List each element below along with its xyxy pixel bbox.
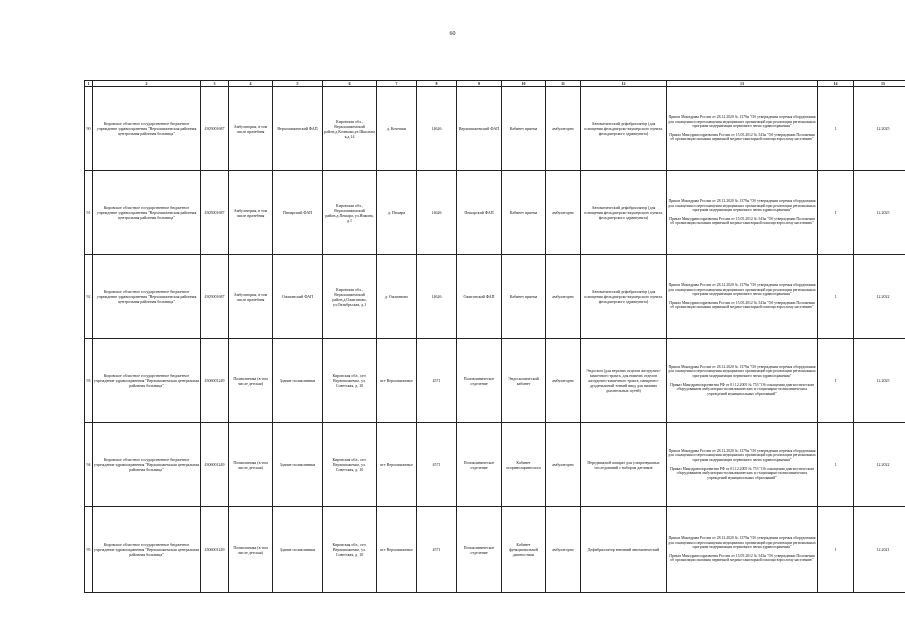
care-condition: амбулаторно bbox=[546, 171, 581, 255]
locality: д. Кочешки bbox=[377, 87, 417, 171]
organization-code: 4305001687 bbox=[201, 87, 229, 171]
column-number: 11 bbox=[546, 81, 581, 87]
column-number: 14 bbox=[818, 81, 854, 87]
delivery-date: 12.2025 bbox=[854, 87, 905, 171]
column-number: 15 bbox=[854, 81, 905, 87]
locality: д. Ожиганово bbox=[377, 255, 417, 339]
organization-name: Кировское областное государственное бюджетное учреждение здравоохранения "Верхошижемская центральная районная больница" bbox=[93, 339, 201, 423]
organization-name: Кировское областное государственное бюджетное учреждение здравоохранения "Верхошижемская районная центральная районная больница" bbox=[93, 87, 201, 171]
page-number: 60 bbox=[449, 31, 456, 37]
legal-basis-order-2: Приказ Минздравсоцразвития России от 15.05.2012 № 543н "Об утверждении Положения об организации оказания первичной медико-санитарной помощи взрослому населению" bbox=[669, 132, 815, 142]
facility-type: Поликлиника (в том числе детская) bbox=[229, 507, 273, 593]
column-number: 6 bbox=[323, 81, 377, 87]
address: Кировская обл., пгт. Верхошижемье, ул. Советская, д. 10 bbox=[323, 339, 377, 423]
facility-type: Поликлиника (в том числе детская) bbox=[229, 423, 273, 507]
structural-unit: Здание поликлиники bbox=[273, 339, 323, 423]
organization-name: Кировское областное государственное бюджетное учреждение здравоохранения "Верхошижемская районная центральная районная больница" bbox=[93, 171, 201, 255]
organization-code: 4305001687 bbox=[201, 171, 229, 255]
care-condition: амбулаторно bbox=[546, 423, 581, 507]
subdivision: Верхошижемский ФАП bbox=[457, 87, 502, 171]
organization-code: 4306001249 bbox=[201, 339, 229, 423]
legal-basis bbox=[667, 507, 818, 593]
locality: д. Пешара bbox=[377, 171, 417, 255]
facility-type: Амбулатория, в том числе врачебная bbox=[229, 171, 273, 255]
legal-basis-order-2: Приказ Минздравсоцразвития РФ от 01.12.2005 № 753 "Об оснащении диагностическим оборудованием амбулаторно-поликлинических и стационарно-поликлинических учреждений муниципальных образований" bbox=[670, 382, 814, 396]
locality-code: 14626 bbox=[417, 255, 457, 339]
row-number: 91 bbox=[85, 171, 93, 255]
quantity: 1 bbox=[818, 423, 854, 507]
address: Кировская обл., Верхошижемский район,д.Кочешки,ул.Школьная,д.14 bbox=[323, 87, 377, 171]
legal-basis-order-1: Приказ Минздрава России от 28.12.2020 № 1379н "Об утверждении перечня оборудования для оснащения и переоснащения медицинских организаций при реализации региональных программ модернизации первичного звена здравоохранения" bbox=[668, 199, 816, 213]
room: Эндоскопический кабинет bbox=[502, 339, 546, 423]
quantity: 1 bbox=[818, 339, 854, 423]
column-number: 5 bbox=[273, 81, 323, 87]
locality-code: 4571 bbox=[417, 339, 457, 423]
table-row bbox=[85, 171, 905, 255]
room: Кабинет приема bbox=[502, 87, 546, 171]
locality-code: 14626 bbox=[417, 171, 457, 255]
legal-basis-order-2: Приказ Минздравсоцразвития России от 15.05.2012 № 543н "Об утверждении Положения об организации оказания первичной медико-санитарной помощи взрослому населению" bbox=[669, 553, 815, 563]
equipment-registry-table bbox=[84, 80, 905, 593]
organization-name: Кировское областное государственное бюджетное учреждение здравоохранения "Верхошижемская центральная районная больница" bbox=[93, 423, 201, 507]
structural-unit: Верхошижемский ФАП bbox=[273, 87, 323, 171]
care-condition: амбулаторно bbox=[546, 507, 581, 593]
organization-name: Кировское областное государственное бюджетное учреждение здравоохранения "Верхошижемская центральная районная больница" bbox=[93, 507, 201, 593]
subdivision: Поликлиническое отделение bbox=[457, 507, 502, 593]
quantity: 1 bbox=[818, 507, 854, 593]
legal-basis-order-2: Приказ Минздравсоцразвития России от 15.05.2012 № 543н "Об утверждении Положения об организации оказания первичной медико-санитарной помощи взрослому населению" bbox=[669, 300, 815, 310]
structural-unit: Пешарский ФАП bbox=[273, 171, 323, 255]
column-number: 3 bbox=[201, 81, 229, 87]
locality: пгт Верхошижемье bbox=[377, 423, 417, 507]
legal-basis bbox=[667, 339, 818, 423]
legal-basis-order-1: Приказ Минздрава России от 28.12.2020 № 1379н "Об утверждении перечня оборудования для оснащения и переоснащения медицинских организаций при реализации региональных программ модернизации первичного звена здравоохранения" bbox=[668, 364, 816, 378]
subdivision: Поликлиническое отделение bbox=[457, 423, 502, 507]
delivery-date: 12.2025 bbox=[854, 171, 905, 255]
legal-basis bbox=[667, 171, 818, 255]
organization-name: Кировское областное государственное бюджетное учреждение здравоохранения "Верхошижемская районная центральная районная больница" bbox=[93, 255, 201, 339]
delivery-date: 12.2022 bbox=[854, 423, 905, 507]
legal-basis-order-2: Приказ Минздравсоцразвития РФ от 01.12.2005 № 753 "Об оснащении диагностическим оборудованием амбулаторно-поликлинических и стационарно-поликлинических учреждений муниципальных образований" bbox=[670, 466, 814, 480]
locality: пгт Верхошижемье bbox=[377, 507, 417, 593]
equipment-name: Автоматический дефибриллятор (для оснащения фельдшерско-акушерского пункта, фельдшерского здравпункта) bbox=[581, 171, 667, 255]
delivery-date: 12.2022 bbox=[854, 255, 905, 339]
row-number: 92 bbox=[85, 255, 93, 339]
table-row bbox=[85, 255, 905, 339]
address: Кировская обл., пгт. Верхошижемье, ул. Советская, д. 10 bbox=[323, 507, 377, 593]
equipment-name: Дефибриллятор внешний автоматический bbox=[581, 507, 667, 593]
address: Кировская обл., пгт. Верхошижемье, ул. Советская, д. 10 bbox=[323, 423, 377, 507]
quantity: 1 bbox=[818, 255, 854, 339]
organization-code: 4306001249 bbox=[201, 507, 229, 593]
table-row bbox=[85, 339, 905, 423]
table-row bbox=[85, 507, 905, 593]
subdivision: Поликлиническое отделение bbox=[457, 339, 502, 423]
locality-code: 4571 bbox=[417, 423, 457, 507]
row-number: 95 bbox=[85, 507, 93, 593]
subdivision: Ожиганский ФАП bbox=[457, 255, 502, 339]
quantity: 1 bbox=[818, 87, 854, 171]
structural-unit: Здание поликлиники bbox=[273, 507, 323, 593]
facility-type: Поликлиника (в том числе детская) bbox=[229, 339, 273, 423]
room: Кабинет оториноларинголога bbox=[502, 423, 546, 507]
address: Кировская обл., Верхошижемский район,д.Ожиганово, ул.Октябрьская, д.1 bbox=[323, 255, 377, 339]
column-number: 12 bbox=[581, 81, 667, 87]
facility-type: Амбулатория, в том числе врачебная bbox=[229, 87, 273, 171]
legal-basis-order-2: Приказ Минздравсоцразвития России от 15.05.2012 № 543н "Об утверждении Положения об организации оказания первичной медико-санитарной помощи взрослому населению" bbox=[669, 216, 815, 226]
room: Кабинет приема bbox=[502, 171, 546, 255]
room: Кабинет функциональной диагностики bbox=[502, 507, 546, 593]
legal-basis-order-1: Приказ Минздрава России от 28.12.2020 № 1379н "Об утверждении перечня оборудования для оснащения и переоснащения медицинских организаций при реализации региональных программ модернизации первичного звена здравоохранения" bbox=[668, 115, 816, 129]
care-condition: амбулаторно bbox=[546, 339, 581, 423]
structural-unit: Здание поликлиники bbox=[273, 423, 323, 507]
legal-basis-order-1: Приказ Минздрава России от 28.12.2020 № 1379н "Об утверждении перечня оборудования для оснащения и переоснащения медицинских организаций при реализации региональных программ модернизации первичного звена здравоохранения" bbox=[668, 536, 816, 550]
column-number: 4 bbox=[229, 81, 273, 87]
row-number: 93 bbox=[85, 339, 93, 423]
equipment-name: Передвижной аппарат для ультразвуковых исследований с набором датчиков bbox=[581, 423, 667, 507]
locality: пгт Верхошижемье bbox=[377, 339, 417, 423]
equipment-name: Автоматический дефибриллятор (для оснащения фельдшерско-акушерского пункта, фельдшерского здравпункта) bbox=[581, 87, 667, 171]
column-number: 9 bbox=[457, 81, 502, 87]
locality-code: 14626 bbox=[417, 87, 457, 171]
table-row bbox=[85, 87, 905, 171]
care-condition: амбулаторно bbox=[546, 255, 581, 339]
equipment-name: Автоматический дефибриллятор (для оснащения фельдшерско-акушерского пункта, фельдшерского здравпункта) bbox=[581, 255, 667, 339]
column-number: 8 bbox=[417, 81, 457, 87]
organization-code: 4306001249 bbox=[201, 423, 229, 507]
column-number: 10 bbox=[502, 81, 546, 87]
organization-code: 4305001687 bbox=[201, 255, 229, 339]
legal-basis bbox=[667, 87, 818, 171]
table-row bbox=[85, 423, 905, 507]
delivery-date: 12.2021 bbox=[854, 507, 905, 593]
column-number: 7 bbox=[377, 81, 417, 87]
column-number: 13 bbox=[667, 81, 818, 87]
locality-code: 4571 bbox=[417, 507, 457, 593]
address: Кировская обл., Верхошижемский район,д.Пешара, ул.Никина, д.1 bbox=[323, 171, 377, 255]
subdivision: Пешарский ФАП bbox=[457, 171, 502, 255]
structural-unit: Ожиганский ФАП bbox=[273, 255, 323, 339]
legal-basis bbox=[667, 255, 818, 339]
column-number: 1 bbox=[85, 81, 93, 87]
care-condition: амбулаторно bbox=[546, 87, 581, 171]
legal-basis-order-1: Приказ Минздрава России от 28.12.2020 № 1379н "Об утверждении перечня оборудования для оснащения и переоснащения медицинских организаций при реализации региональных программ модернизации первичного звена здравоохранения" bbox=[668, 448, 816, 462]
legal-basis-order-1: Приказ Минздрава России от 28.12.2020 № 1379н "Об утверждении перечня оборудования для оснащения и переоснащения медицинских организаций при реализации региональных программ модернизации первичного звена здравоохранения" bbox=[668, 283, 816, 297]
quantity: 1 bbox=[818, 171, 854, 255]
row-number: 90 bbox=[85, 87, 93, 171]
legal-basis bbox=[667, 423, 818, 507]
facility-type: Амбулатория, в том числе врачебная bbox=[229, 255, 273, 339]
delivery-date: 12.2025 bbox=[854, 339, 905, 423]
equipment-name: Эндоскоп (для верхних отделов желудочно-кишечного тракта, для нижних отделов желудочно-кишечного тракта, панкреато-дуоденальный тонкий ввод для нижних дыхательных путей) bbox=[581, 339, 667, 423]
column-number: 2 bbox=[93, 81, 201, 87]
row-number: 94 bbox=[85, 423, 93, 507]
room: Кабинет приема bbox=[502, 255, 546, 339]
